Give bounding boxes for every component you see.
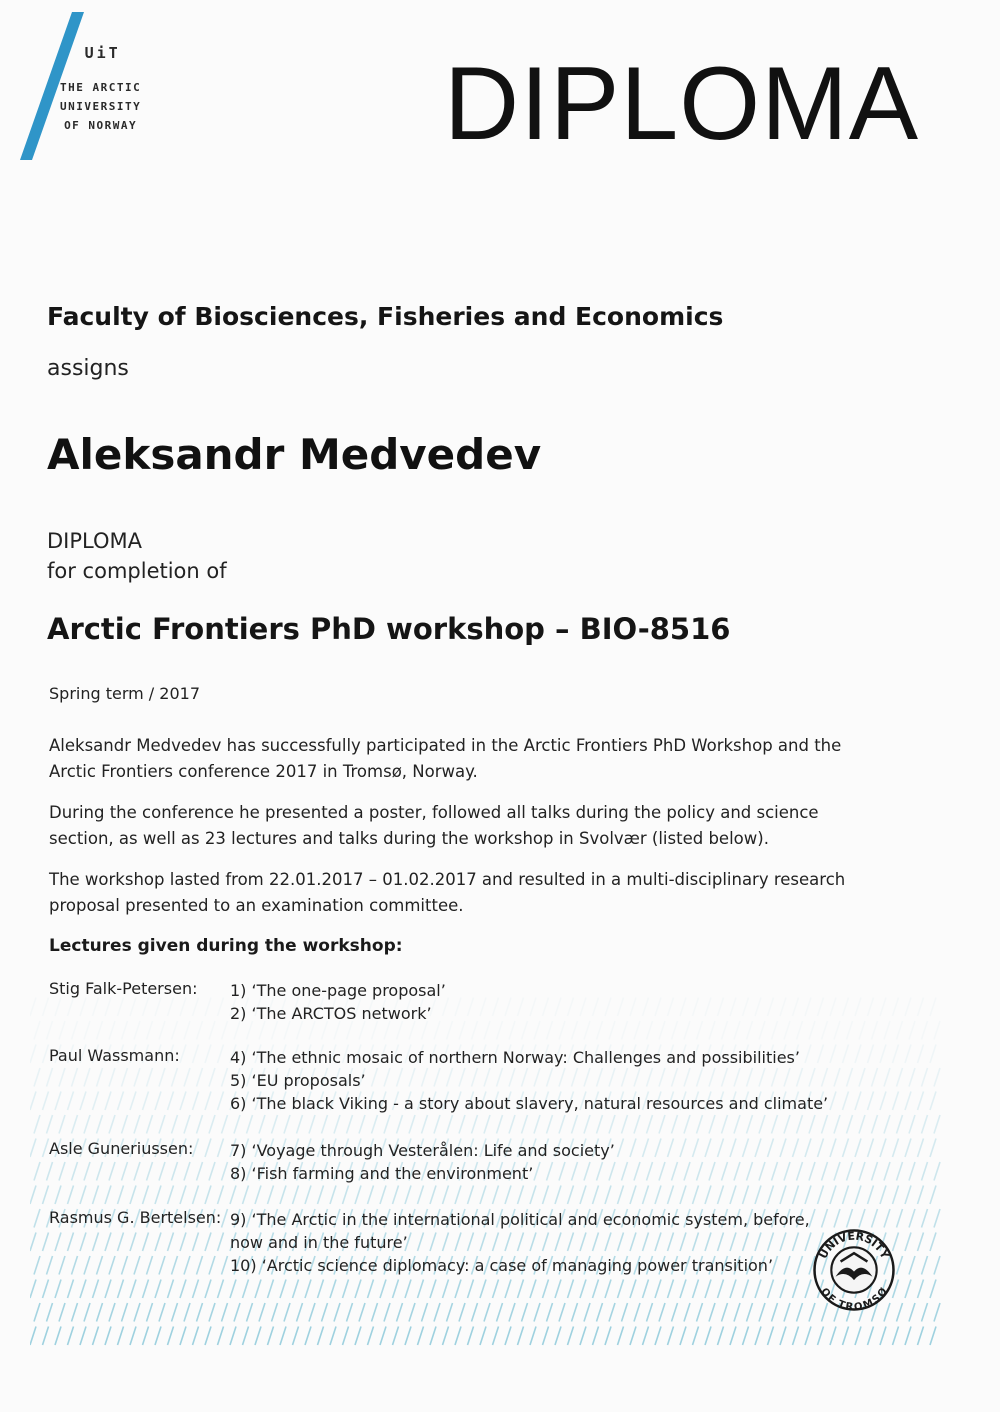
diploma-label: DIPLOMA (47, 529, 142, 553)
lecturer-name: Rasmus G. Bertelsen: (49, 1208, 222, 1227)
uit-logo-text (60, 44, 141, 135)
lecture-list (230, 1208, 830, 1277)
pattern-row (30, 1186, 936, 1205)
lecture-item: 5) ‘EU proposals’ (230, 1071, 366, 1090)
lecture-list (230, 979, 840, 1025)
assigns-text: assigns (47, 356, 129, 381)
logo-line: OF NORWAY (64, 119, 138, 132)
term: Spring term / 2017 (49, 684, 200, 703)
logo-line: UNIVERSITY (60, 100, 142, 113)
pattern-row (34, 1115, 940, 1134)
logo-line: THE ARCTIC (60, 81, 142, 94)
lecturer-name: Asle Guneriussen: (49, 1139, 194, 1158)
lecture-item: 1) ‘The one-page proposal’ (230, 981, 446, 1000)
logo-abbr: UiT (84, 44, 121, 62)
lecture-item: 4) ‘The ethnic mosaic of northern Norway: Challenges and possibilities’ (230, 1048, 800, 1067)
paragraph: Aleksandr Medvedev has successfully participated in the Arctic Frontiers PhD Workshop and the Arctic Frontiers conference 2017 in Tromsø, Norway. (49, 736, 842, 781)
university-seal (812, 1228, 896, 1312)
lecture-list (230, 1139, 840, 1185)
lecture-item: 9) ‘The Arctic in the international political and economic system, before, now and in the future’ (230, 1210, 810, 1252)
seal-top-text: UNIVERSITY (816, 1229, 892, 1261)
diploma-title: DIPLOMA (444, 46, 920, 162)
faculty-name: Faculty of Biosciences, Fisheries and Economics (47, 302, 724, 331)
lecturer-name: Paul Wassmann: (49, 1046, 180, 1065)
recipient-name: Aleksandr Medvedev (47, 430, 542, 479)
diploma-label-block (47, 526, 227, 586)
paragraph: During the conference he presented a poster, followed all talks during the policy and science section, as well as 23 lectures and talks during the workshop in Svolvær (listed below). (49, 803, 819, 848)
completion-label: for completion of (47, 559, 227, 583)
lectures-heading: Lectures given during the workshop: (49, 936, 403, 956)
course-title: Arctic Frontiers PhD workshop – BIO-8516 (47, 612, 731, 646)
pattern-row (30, 1280, 936, 1299)
pattern-row (34, 1303, 940, 1322)
seal-bottom-text: OF TROMSØ (818, 1286, 890, 1312)
lecturer-name: Stig Falk-Petersen: (49, 979, 198, 998)
paragraph: The workshop lasted from 22.01.2017 – 01.02.2017 and resulted in a multi-disciplinary research proposal presented to an examination committee. (49, 870, 846, 915)
lecture-item: 7) ‘Voyage through Vesterålen: Life and society’ (230, 1141, 615, 1160)
lecture-item: 2) ‘The ARCTOS network’ (230, 1004, 432, 1023)
lecture-list (230, 1046, 840, 1115)
lecture-item: 10) ‘Arctic science diplomacy: a case of managing power transition’ (230, 1256, 774, 1275)
lecture-item: 6) ‘The black Viking - a story about slavery, natural resources and climate’ (230, 1094, 829, 1113)
pattern-row (30, 1327, 936, 1346)
lecture-item: 8) ‘Fish farming and the environment’ (230, 1164, 534, 1183)
